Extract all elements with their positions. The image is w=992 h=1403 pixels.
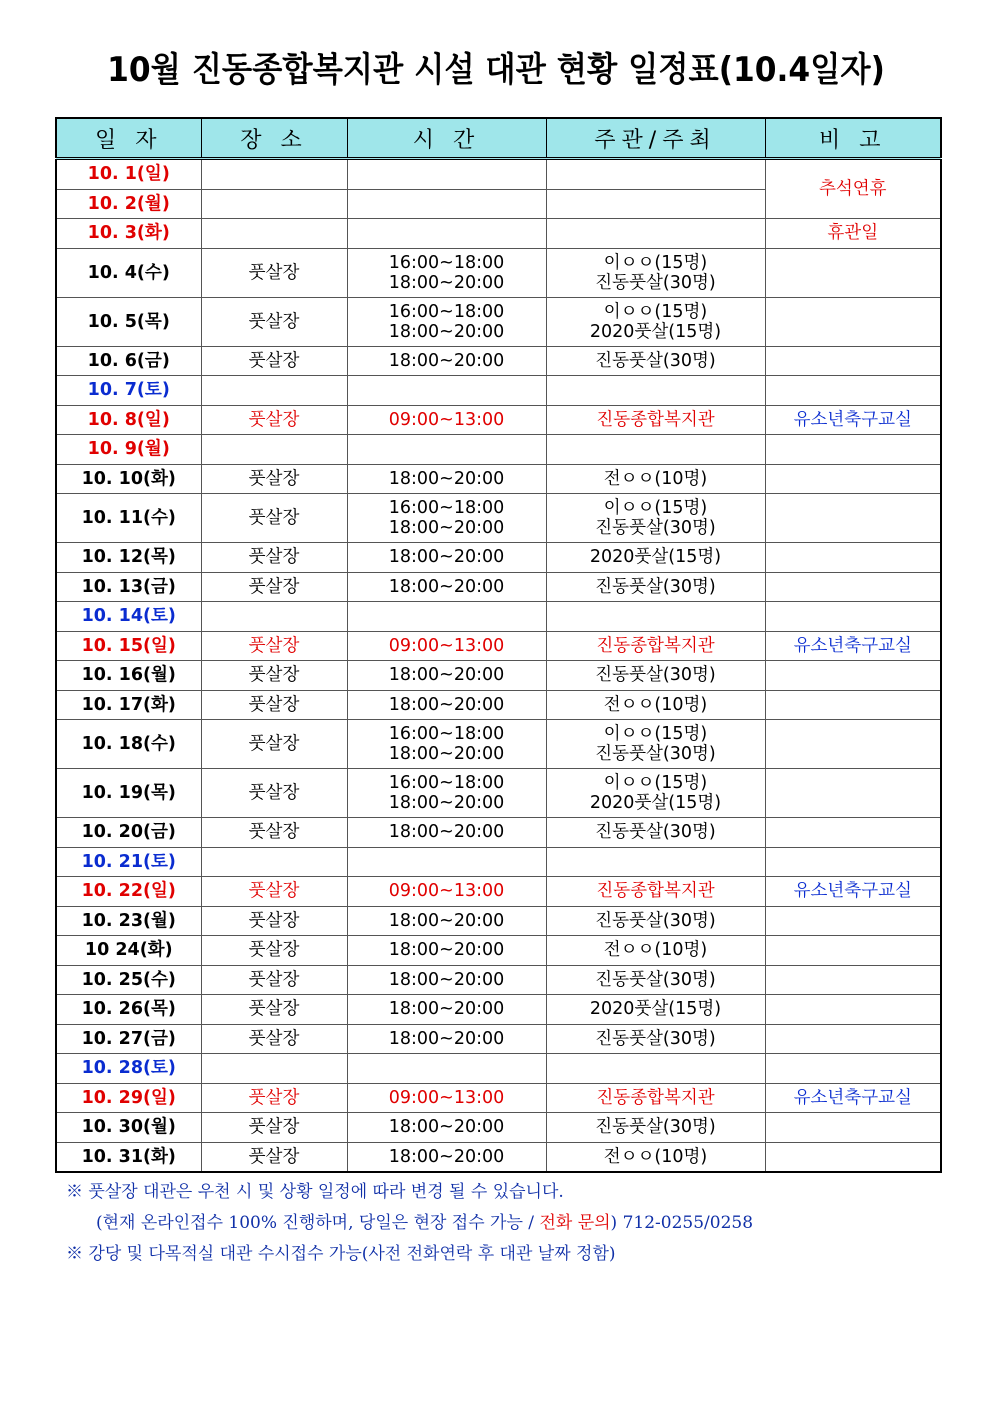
cell-host: 전ㅇㅇ(10명) <box>546 936 765 966</box>
table-row <box>56 346 941 376</box>
cell-date: 10. 27(금) <box>56 1024 201 1054</box>
cell-date: 10. 5(목) <box>56 297 201 346</box>
table-row <box>56 769 941 818</box>
cell-date: 10 24(화) <box>56 936 201 966</box>
cell-note <box>765 494 941 543</box>
schedule-body <box>56 159 941 1173</box>
cell-host: 진동종합복지관 <box>546 631 765 661</box>
cell-date: 10. 30(월) <box>56 1113 201 1143</box>
cell-date: 10. 1(일) <box>56 159 201 190</box>
cell-note <box>765 572 941 602</box>
cell-time: 16:00~18:00 18:00~20:00 <box>347 297 546 346</box>
cell-place <box>201 435 347 465</box>
cell-host: 진동종합복지관 <box>546 405 765 435</box>
cell-host: 진동풋살(30명) <box>546 906 765 936</box>
cell-host: 2020풋살(15명) <box>546 543 765 573</box>
cell-time: 16:00~18:00 18:00~20:00 <box>347 248 546 297</box>
cell-host: 진동풋살(30명) <box>546 965 765 995</box>
cell-note <box>765 376 941 406</box>
cell-time: 18:00~20:00 <box>347 346 546 376</box>
table-row <box>56 1024 941 1054</box>
cell-time: 18:00~20:00 <box>347 690 546 720</box>
cell-host: 전ㅇㅇ(10명) <box>546 690 765 720</box>
cell-date: 10. 17(화) <box>56 690 201 720</box>
cell-note <box>765 690 941 720</box>
cell-place <box>201 602 347 632</box>
table-row <box>56 159 941 190</box>
cell-host: 이ㅇㅇ(15명) 2020풋살(15명) <box>546 769 765 818</box>
table-row <box>56 720 941 769</box>
footer-note-3: ※ 강당 및 다목적실 대관 수시접수 가능(사전 전화연락 후 대관 날짜 정함) <box>66 1244 616 1264</box>
cell-host <box>546 376 765 406</box>
footer-phone-inquiry: 전화 문의 <box>539 1213 611 1233</box>
cell-date: 10. 19(목) <box>56 769 201 818</box>
table-row <box>56 1113 941 1143</box>
table-row <box>56 1142 941 1172</box>
cell-place <box>201 847 347 877</box>
cell-host <box>546 435 765 465</box>
cell-time <box>347 159 546 190</box>
header-date: 일 자 <box>56 118 201 159</box>
cell-date: 10. 31(화) <box>56 1142 201 1172</box>
cell-note <box>765 1024 941 1054</box>
cell-place: 풋살장 <box>201 631 347 661</box>
cell-place: 풋살장 <box>201 494 347 543</box>
cell-date: 10. 20(금) <box>56 818 201 848</box>
cell-note: 유소년축구교실 <box>765 1083 941 1113</box>
footer-note-1: ※ 풋살장 대관은 우천 시 및 상황 일정에 따라 변경 될 수 있습니다. <box>66 1182 564 1202</box>
header-note: 비 고 <box>765 118 941 159</box>
table-row <box>56 405 941 435</box>
cell-host: 이ㅇㅇ(15명) 진동풋살(30명) <box>546 248 765 297</box>
table-row <box>56 297 941 346</box>
cell-note: 휴관일 <box>765 219 941 249</box>
cell-time <box>347 376 546 406</box>
table-row <box>56 464 941 494</box>
cell-time: 09:00~13:00 <box>347 1083 546 1113</box>
cell-place: 풋살장 <box>201 936 347 966</box>
cell-place: 풋살장 <box>201 297 347 346</box>
table-row <box>56 906 941 936</box>
cell-note <box>765 995 941 1025</box>
cell-date: 10. 3(화) <box>56 219 201 249</box>
page-title: 10월 진동종합복지관 시설 대관 현황 일정표(10.4일자) <box>107 50 885 90</box>
cell-time: 09:00~13:00 <box>347 405 546 435</box>
table-row <box>56 995 941 1025</box>
header-place: 장 소 <box>201 118 347 159</box>
cell-place: 풋살장 <box>201 965 347 995</box>
cell-note <box>765 346 941 376</box>
table-row <box>56 661 941 691</box>
cell-place: 풋살장 <box>201 572 347 602</box>
cell-note <box>765 936 941 966</box>
cell-place: 풋살장 <box>201 995 347 1025</box>
cell-time: 18:00~20:00 <box>347 906 546 936</box>
cell-place: 풋살장 <box>201 346 347 376</box>
table-row <box>56 631 941 661</box>
table-row <box>56 1083 941 1113</box>
cell-place: 풋살장 <box>201 543 347 573</box>
cell-time: 18:00~20:00 <box>347 1142 546 1172</box>
cell-note <box>765 818 941 848</box>
cell-host <box>546 159 765 190</box>
cell-host: 진동풋살(30명) <box>546 661 765 691</box>
cell-date: 10. 11(수) <box>56 494 201 543</box>
cell-date: 10. 25(수) <box>56 965 201 995</box>
cell-date: 10. 4(수) <box>56 248 201 297</box>
cell-date: 10. 15(일) <box>56 631 201 661</box>
cell-place <box>201 1054 347 1084</box>
cell-time <box>347 602 546 632</box>
cell-note <box>765 720 941 769</box>
cell-host: 진동풋살(30명) <box>546 1024 765 1054</box>
cell-place: 풋살장 <box>201 1113 347 1143</box>
cell-time <box>347 189 546 219</box>
cell-time: 18:00~20:00 <box>347 572 546 602</box>
cell-time: 18:00~20:00 <box>347 936 546 966</box>
cell-time: 16:00~18:00 18:00~20:00 <box>347 494 546 543</box>
cell-date: 10. 7(토) <box>56 376 201 406</box>
cell-time: 18:00~20:00 <box>347 995 546 1025</box>
cell-time: 09:00~13:00 <box>347 877 546 907</box>
cell-place: 풋살장 <box>201 464 347 494</box>
cell-place: 풋살장 <box>201 877 347 907</box>
cell-date: 10. 6(금) <box>56 346 201 376</box>
cell-host: 2020풋살(15명) <box>546 995 765 1025</box>
cell-note <box>765 1054 941 1084</box>
cell-place: 풋살장 <box>201 1142 347 1172</box>
header-time: 시 간 <box>347 118 546 159</box>
cell-time: 18:00~20:00 <box>347 818 546 848</box>
cell-note: 추석연휴 <box>765 159 941 219</box>
schedule-table <box>55 117 942 1173</box>
cell-date: 10. 23(월) <box>56 906 201 936</box>
cell-host <box>546 219 765 249</box>
table-row <box>56 602 941 632</box>
cell-time: 18:00~20:00 <box>347 1113 546 1143</box>
cell-note <box>765 464 941 494</box>
cell-note: 유소년축구교실 <box>765 877 941 907</box>
cell-host: 이ㅇㅇ(15명) 진동풋살(30명) <box>546 494 765 543</box>
table-row <box>56 248 941 297</box>
cell-host: 진동풋살(30명) <box>546 572 765 602</box>
cell-host: 이ㅇㅇ(15명) 진동풋살(30명) <box>546 720 765 769</box>
cell-host: 진동풋살(30명) <box>546 818 765 848</box>
cell-date: 10. 26(목) <box>56 995 201 1025</box>
cell-date: 10. 29(일) <box>56 1083 201 1113</box>
cell-host: 진동종합복지관 <box>546 877 765 907</box>
cell-note <box>765 1113 941 1143</box>
table-row <box>56 965 941 995</box>
cell-place: 풋살장 <box>201 720 347 769</box>
cell-time: 09:00~13:00 <box>347 631 546 661</box>
cell-date: 10. 10(화) <box>56 464 201 494</box>
cell-note <box>765 602 941 632</box>
cell-note <box>765 906 941 936</box>
cell-date: 10. 2(월) <box>56 189 201 219</box>
cell-place: 풋살장 <box>201 1024 347 1054</box>
cell-place: 풋살장 <box>201 690 347 720</box>
cell-date: 10. 28(토) <box>56 1054 201 1084</box>
cell-date: 10. 12(목) <box>56 543 201 573</box>
table-row <box>56 877 941 907</box>
table-row <box>56 219 941 249</box>
cell-date: 10. 16(월) <box>56 661 201 691</box>
cell-time: 16:00~18:00 18:00~20:00 <box>347 720 546 769</box>
cell-note <box>765 435 941 465</box>
cell-host <box>546 1054 765 1084</box>
header-host: 주관/주최 <box>546 118 765 159</box>
cell-place: 풋살장 <box>201 661 347 691</box>
cell-date: 10. 8(일) <box>56 405 201 435</box>
cell-note <box>765 543 941 573</box>
cell-host <box>546 602 765 632</box>
cell-place <box>201 189 347 219</box>
cell-host: 이ㅇㅇ(15명) 2020풋살(15명) <box>546 297 765 346</box>
cell-time: 18:00~20:00 <box>347 965 546 995</box>
cell-place: 풋살장 <box>201 769 347 818</box>
cell-time <box>347 847 546 877</box>
cell-time: 18:00~20:00 <box>347 464 546 494</box>
table-row <box>56 543 941 573</box>
cell-place: 풋살장 <box>201 818 347 848</box>
cell-host: 진동풋살(30명) <box>546 346 765 376</box>
cell-place: 풋살장 <box>201 405 347 435</box>
cell-time: 18:00~20:00 <box>347 661 546 691</box>
cell-date: 10. 14(토) <box>56 602 201 632</box>
cell-time <box>347 435 546 465</box>
cell-date: 10. 13(금) <box>56 572 201 602</box>
footer-note-2a: (현재 온라인접수 100% 진행하며, 당일은 현장 접수 가능 / <box>96 1213 540 1233</box>
cell-note: 유소년축구교실 <box>765 631 941 661</box>
cell-note <box>765 847 941 877</box>
cell-date: 10. 22(일) <box>56 877 201 907</box>
table-row <box>56 847 941 877</box>
header-row <box>56 118 941 159</box>
cell-time: 18:00~20:00 <box>347 1024 546 1054</box>
footer-note-2c: ) 712-0255/0258 <box>610 1213 754 1233</box>
cell-host: 진동종합복지관 <box>546 1083 765 1113</box>
footer-note-2 <box>96 1208 753 1233</box>
cell-note <box>765 297 941 346</box>
cell-time <box>347 1054 546 1084</box>
cell-time <box>347 219 546 249</box>
cell-host <box>546 189 765 219</box>
cell-host: 진동풋살(30명) <box>546 1113 765 1143</box>
table-row <box>56 572 941 602</box>
cell-note: 유소년축구교실 <box>765 405 941 435</box>
cell-note <box>765 965 941 995</box>
table-row <box>56 376 941 406</box>
cell-date: 10. 21(토) <box>56 847 201 877</box>
cell-note <box>765 661 941 691</box>
cell-time: 18:00~20:00 <box>347 543 546 573</box>
cell-place: 풋살장 <box>201 248 347 297</box>
cell-place <box>201 159 347 190</box>
cell-time: 16:00~18:00 18:00~20:00 <box>347 769 546 818</box>
cell-place: 풋살장 <box>201 1083 347 1113</box>
cell-place <box>201 376 347 406</box>
table-row <box>56 936 941 966</box>
table-row <box>56 818 941 848</box>
cell-date: 10. 9(월) <box>56 435 201 465</box>
cell-place: 풋살장 <box>201 906 347 936</box>
table-row <box>56 435 941 465</box>
cell-host: 전ㅇㅇ(10명) <box>546 464 765 494</box>
cell-note <box>765 769 941 818</box>
cell-note <box>765 248 941 297</box>
cell-host <box>546 847 765 877</box>
table-row <box>56 494 941 543</box>
cell-place <box>201 219 347 249</box>
cell-host: 전ㅇㅇ(10명) <box>546 1142 765 1172</box>
cell-note <box>765 1142 941 1172</box>
table-row <box>56 1054 941 1084</box>
cell-date: 10. 18(수) <box>56 720 201 769</box>
table-row <box>56 690 941 720</box>
